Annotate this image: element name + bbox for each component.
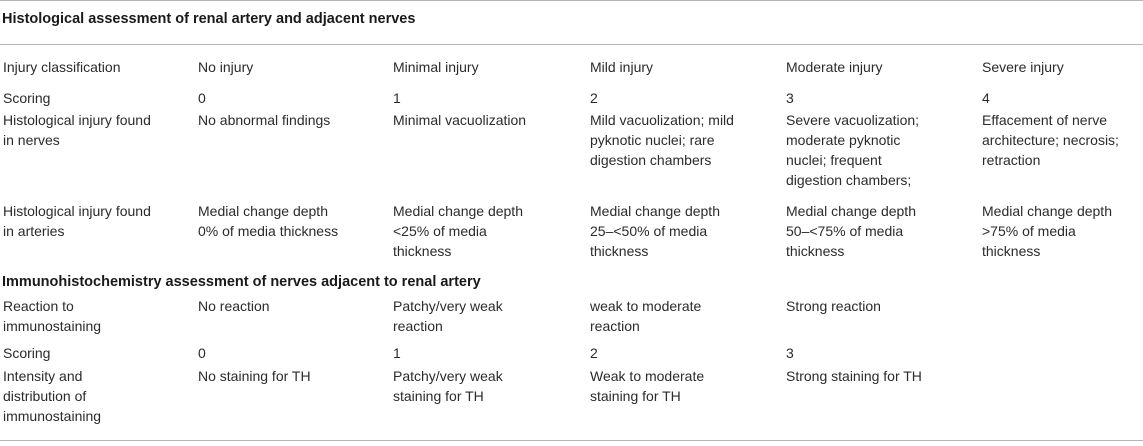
table-cell: No reaction: [198, 298, 270, 314]
table-cell: No abnormal findings: [198, 112, 331, 128]
table-cell: Severe vacuolization; moderate pyknotic nuclei; frequent digestion chambers;: [786, 112, 920, 188]
table-top-rule: [0, 0, 1143, 1]
table-cell: Medial change depth 25–<50% of media thickness: [590, 203, 720, 259]
row-label: Histological injury found in nerves: [3, 112, 151, 148]
table-bottom-rule: [0, 440, 1143, 441]
table-cell: Mild injury: [590, 59, 654, 75]
row-label: Scoring: [3, 345, 51, 361]
table-cell: Severe injury: [982, 59, 1064, 75]
section-title-immunohistochemistry: Immunohistochemistry assessment of nerves adjacent to renal artery: [2, 274, 481, 290]
table-cell: Mild vacuolization; mild pyknotic nuclei; rare digestion chambers: [590, 112, 734, 168]
table-cell: 3: [786, 90, 794, 106]
table-cell: 0: [198, 345, 206, 361]
table-cell: Patchy/very weak staining for TH: [393, 368, 503, 404]
table-cell: 2: [590, 90, 598, 106]
table-cell: Moderate injury: [786, 59, 883, 75]
table-cell: Medial change depth <25% of media thickness: [393, 203, 523, 259]
section-header-rule: [0, 44, 1143, 45]
table-cell: Medial change depth >75% of media thickness: [982, 203, 1112, 259]
table-cell: 4: [982, 90, 990, 106]
table-cell: 1: [393, 90, 401, 106]
table-cell: Minimal injury: [393, 59, 479, 75]
row-label: Injury classification: [3, 59, 121, 75]
table-cell: No injury: [198, 59, 254, 75]
table-cell: Medial change depth 50–<75% of media thickness: [786, 203, 916, 259]
table-cell: Patchy/very weak reaction: [393, 298, 503, 334]
table-cell: Strong reaction: [786, 298, 881, 314]
table-cell: No staining for TH: [198, 368, 311, 384]
row-label: Histological injury found in arteries: [3, 203, 151, 239]
table-cell: Strong staining for TH: [786, 368, 922, 384]
table-cell: 1: [393, 345, 401, 361]
row-label: Intensity and distribution of immunostaining: [3, 368, 102, 424]
section-title-histological: Histological assessment of renal artery and adjacent nerves: [2, 11, 416, 27]
row-label: Reaction to immunostaining: [3, 298, 102, 334]
table-cell: 2: [590, 345, 598, 361]
table-cell: Weak to moderate staining for TH: [590, 368, 705, 404]
table-cell: weak to moderate reaction: [590, 298, 702, 334]
table-cell: Minimal vacuolization: [393, 112, 527, 128]
table-cell: Medial change depth 0% of media thickness: [198, 203, 339, 239]
table-cell: 0: [198, 90, 206, 106]
table-cell: Effacement of nerve architecture; necrosis; retraction: [982, 112, 1119, 168]
table-cell: 3: [786, 345, 794, 361]
row-label: Scoring: [3, 90, 51, 106]
